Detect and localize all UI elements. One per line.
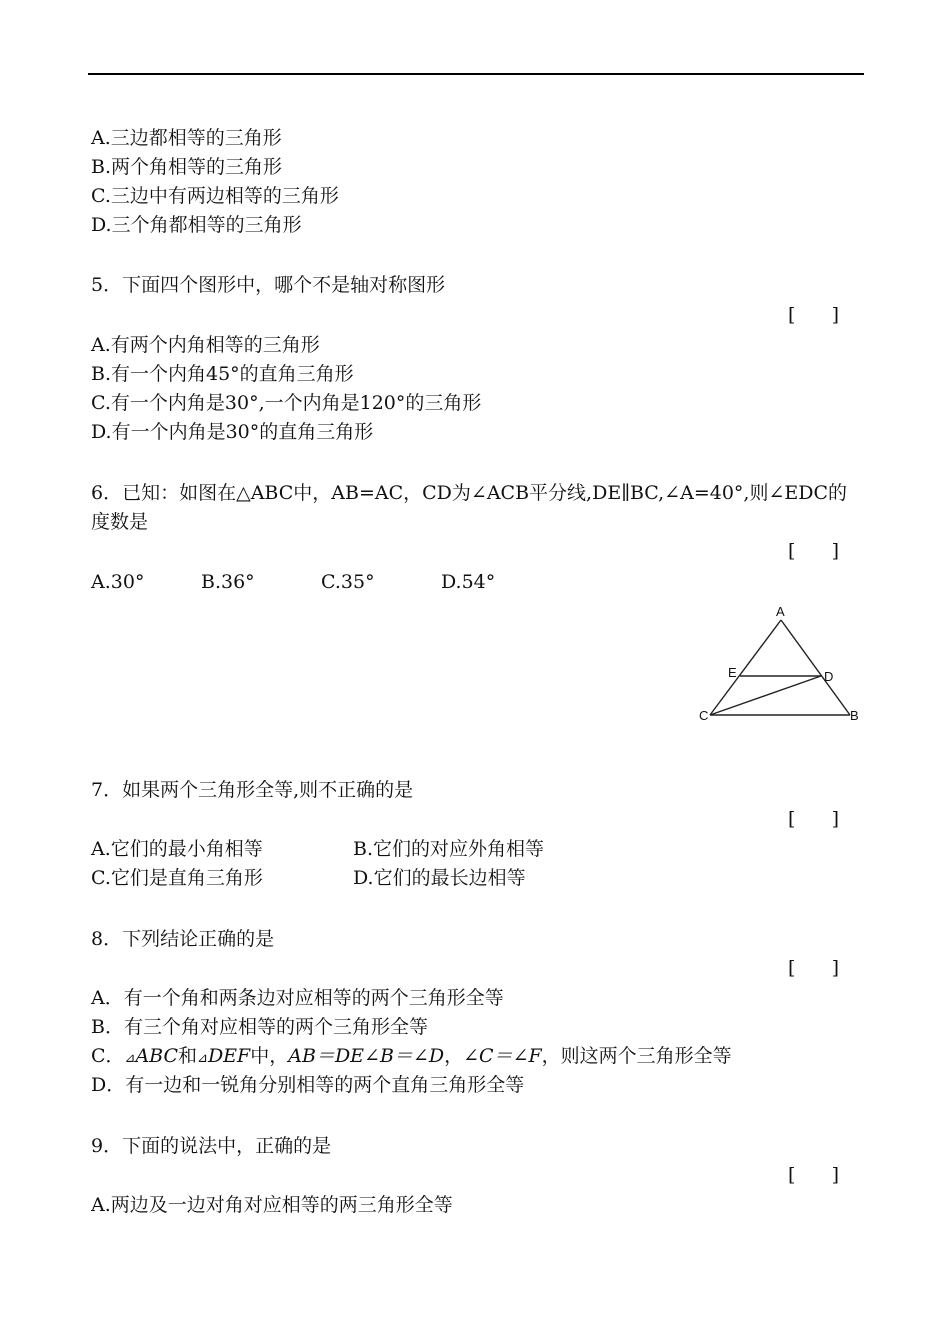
q7-answer-bracket: [ ] [788, 808, 840, 830]
label-b: B [850, 708, 859, 723]
q7-option-b: B.它们的对应外角相等 [353, 838, 545, 860]
q9-stem: 9．下面的说法中，正确的是 [91, 1135, 332, 1157]
q4-option-a: A.三边都相等的三角形 [91, 127, 282, 149]
q6-option-d: D.54° [441, 571, 496, 593]
q8-option-c-prefix: C． [91, 1045, 125, 1067]
q9-option-a: A.两边及一边对角对应相等的两三角形全等 [91, 1194, 453, 1216]
q6-option-a: A.30° [91, 571, 145, 593]
q8-c-sep: ， [444, 1045, 464, 1067]
q8-option-d: D．有一边和一锐角分别相等的两个直角三角形全等 [91, 1074, 525, 1096]
q8-c-mid: 中， [250, 1045, 289, 1067]
q6-option-c: C.35° [321, 571, 375, 593]
q7-option-a: A.它们的最小角相等 [91, 838, 263, 860]
q7-option-c: C.它们是直角三角形 [91, 867, 263, 889]
q5-stem: 5．下面四个图形中，哪个不是轴对称图形 [91, 274, 446, 296]
q6-answer-bracket: [ ] [788, 540, 840, 562]
q8-stem: 8．下列结论正确的是 [91, 928, 275, 950]
q8-c-cond1: AB＝DE∠B＝∠D [288, 1045, 445, 1067]
q6-option-b: B.36° [201, 571, 255, 593]
triangle-symbol-icon: ⊿ [124, 1051, 136, 1066]
q8-answer-bracket: [ ] [788, 957, 840, 979]
q4-option-c: C.三边中有两边相等的三角形 [91, 185, 339, 207]
q4-option-b: B.两个角相等的三角形 [91, 156, 283, 178]
segment-ac [710, 620, 781, 715]
q7-stem: 7．如果两个三角形全等,则不正确的是 [91, 779, 414, 801]
q8-c-tri1: ABC [135, 1045, 179, 1067]
label-a: A [776, 604, 785, 619]
q5-option-b: B.有一个内角45°的直角三角形 [91, 363, 354, 385]
label-e: E [728, 665, 737, 680]
q8-option-c [91, 1043, 732, 1072]
q4-option-d: D.三个角都相等的三角形 [91, 214, 302, 236]
q8-c-and: 和 [178, 1045, 198, 1067]
q7-option-d: D.它们的最长边相等 [353, 867, 526, 889]
q6-stem-line2: 度数是 [91, 511, 149, 533]
q5-option-a: A.有两个内角相等的三角形 [91, 334, 320, 356]
q8-option-a: A．有一个角和两条边对应相等的两个三角形全等 [91, 987, 504, 1009]
triangle-figure [695, 600, 870, 730]
q8-c-tail: ，则这两个三角形全等 [541, 1045, 732, 1067]
q6-stem-line1: 6．已知：如图在△ABC中，AB=AC，CD为∠ACB平分线,DE∥BC,∠A=40°,则∠EDC的 [91, 482, 848, 504]
q8-option-b: B．有三个角对应相等的两个三角形全等 [91, 1016, 428, 1038]
label-c: C [699, 708, 709, 723]
triangle-symbol-icon: ⊿ [197, 1051, 208, 1066]
label-d: D [824, 669, 834, 684]
segment-ab [781, 620, 850, 715]
q5-answer-bracket: [ ] [788, 304, 840, 326]
q5-option-c: C.有一个内角是30°,一个内角是120°的三角形 [91, 392, 482, 414]
header-rule [88, 73, 864, 75]
q5-option-d: D.有一个内角是30°的直角三角形 [91, 421, 374, 443]
q9-answer-bracket: [ ] [788, 1164, 840, 1186]
segment-cd [710, 676, 821, 715]
q8-c-tri2: DEF [207, 1045, 251, 1067]
q8-c-cond2: ∠C＝∠F [463, 1045, 542, 1067]
